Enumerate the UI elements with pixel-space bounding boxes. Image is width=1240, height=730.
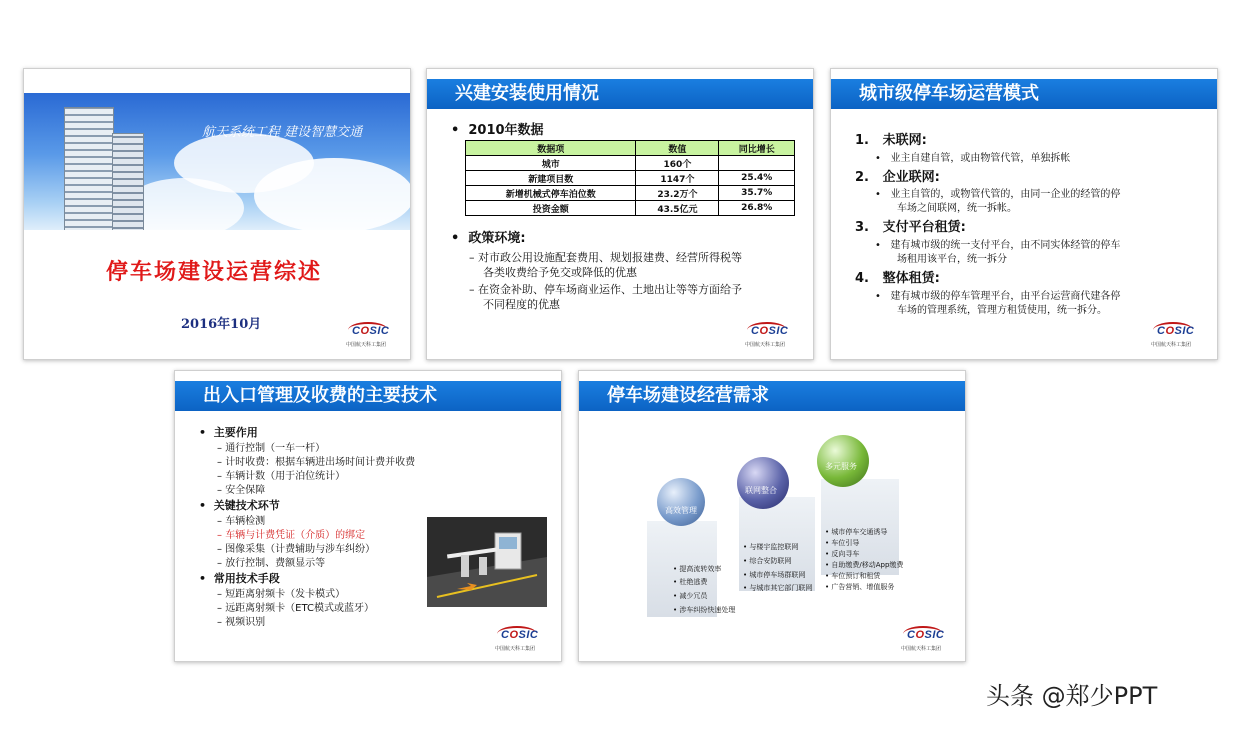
table-cell: 新建项目数 (466, 171, 636, 186)
list-item: • 反向寻车 (825, 550, 860, 558)
group-item: – 计时收费：根据车辆进出场时间计费并收费 (217, 457, 416, 468)
building-image (64, 107, 114, 230)
group-item: – 放行控制、费额显示等 (217, 558, 326, 569)
bullet-2010-data: • 2010年数据 (451, 123, 544, 138)
table-cell: 160个 (636, 156, 719, 171)
policy-sub-2: – 在资金补助、停车场商业运作、土地出让等等方面给予 (469, 283, 742, 296)
mode-item-3-desc: • 建有城市级的统一支付平台，由不同实体经管的停车 (875, 240, 1121, 251)
cloud-shape (254, 158, 410, 230)
table-header: 数据项 (466, 141, 636, 156)
mode-item-4-desc-cont: 车场的管理系统，管理方租赁使用，统一拆分。 (897, 305, 1107, 316)
slide-title: 出入口管理及收费的主要技术 (175, 381, 561, 411)
group-item: – 车辆计数（用于泊位统计） (217, 471, 346, 482)
table-cell: 35.7% (719, 186, 795, 201)
table-header: 数值 (636, 141, 719, 156)
group-item: – 图像采集（计费辅助与涉车纠纷） (217, 544, 376, 555)
list-item: • 车位引导 (825, 539, 860, 547)
policy-sub-2-cont: 不同程度的优惠 (483, 298, 560, 311)
table-cell (719, 156, 795, 171)
banner-slogan: 航天系统工程 建设智慧交通 (202, 125, 363, 140)
logo-mark: COSIC (501, 629, 539, 641)
mode-item-2: 2. 企业联网: (855, 170, 940, 185)
list-item: • 城市停车交通诱导 (825, 528, 888, 536)
group-heading: • 主要作用 (199, 426, 258, 439)
mode-item-2-desc-cont: 车场之间联网，统一拆帐。 (897, 203, 1017, 214)
list-item: • 减少冗员 (673, 592, 708, 600)
slide-5-demand (578, 370, 966, 662)
logo-subtitle: 中国航天科工集团 (745, 342, 786, 348)
logo-mark: COSIC (352, 325, 390, 337)
bullet-policy: • 政策环境: (451, 231, 526, 246)
logo-mark: COSIC (907, 629, 945, 641)
table-row (466, 186, 795, 201)
sphere-label: 联网整合 (745, 486, 777, 495)
policy-sub-1-cont: 各类收费给予免交或降低的优惠 (483, 266, 637, 279)
list-item: • 广告营销、增值服务 (825, 583, 895, 591)
logo-subtitle: 中国航天科工集团 (901, 646, 942, 652)
casic-logo (897, 623, 957, 657)
sub-text: 对市政公用设施配套费用、规划报建费、经营所得税等 (478, 251, 742, 264)
mode-item-1: 1. 未联网: (855, 133, 927, 148)
sub-text: 在资金补助、停车场商业运作、土地出让等等方面给予 (478, 283, 742, 296)
table-cell: 43.5亿元 (636, 201, 719, 216)
logo-subtitle: 中国航天科工集团 (1151, 342, 1192, 348)
table-cell: 1147个 (636, 171, 719, 186)
logo-subtitle: 中国航天科工集团 (346, 342, 387, 348)
table-cell: 新增机械式停车泊位数 (466, 186, 636, 201)
mode-item-4: 4. 整体租赁: (855, 271, 940, 286)
slide-1-cover (23, 68, 411, 360)
table-header-row (466, 141, 795, 156)
logo-mark: COSIC (1157, 325, 1195, 337)
group-item: – 视频识别 (217, 617, 266, 628)
list-item: • 城市停车场群联网 (743, 571, 806, 579)
slide-title: 城市级停车场运营模式 (831, 79, 1217, 109)
sphere-efficient-management (657, 478, 705, 526)
mode-item-3-desc-cont: 场租用该平台，统一拆分 (897, 254, 1007, 265)
table-row (466, 201, 795, 216)
slide-4-entrance-tech (174, 370, 562, 662)
slide-title: 停车场建设经营需求 (579, 381, 965, 411)
cover-title: 停车场建设运营综述 (106, 259, 323, 285)
cover-banner-image (24, 93, 410, 230)
bullet-text: 政策环境: (468, 231, 526, 246)
table-row (466, 156, 795, 171)
data-table (465, 140, 795, 216)
group-item: – 远距离射频卡（ETC模式或蓝牙） (217, 603, 375, 614)
policy-sub-1: – 对市政公用设施配套费用、规划报建费、经营所得税等 (469, 251, 742, 264)
table-cell: 投资金额 (466, 201, 636, 216)
bullet-text: 2010年数据 (468, 123, 544, 138)
list-item: • 涉车纠纷快速处理 (673, 606, 736, 614)
sphere-label: 高效管理 (665, 506, 697, 515)
watermark-text: 头条 @郑少PPT (986, 682, 1158, 710)
parking-gate-image (427, 517, 547, 607)
slide-title: 兴建安装使用情况 (427, 79, 813, 109)
table-header: 同比增长 (719, 141, 795, 156)
casic-logo (741, 319, 801, 353)
casic-logo (1147, 319, 1207, 353)
mode-item-4-desc: • 建有城市级的停车管理平台，由平台运营商代建各停 (875, 291, 1121, 302)
list-item: • 提高流转效率 (673, 565, 722, 573)
mode-item-3: 3. 支付平台租赁: (855, 220, 966, 235)
list-item: • 杜绝逃费 (673, 578, 708, 586)
sphere-label: 多元服务 (825, 462, 857, 471)
table-row (466, 171, 795, 186)
logo-mark: COSIC (751, 325, 789, 337)
casic-logo (491, 623, 551, 657)
group-item-highlighted: – 车辆与计费凭证（介质）的绑定 (217, 530, 366, 541)
building-image (112, 133, 144, 230)
list-item: • 与楼宇监控联网 (743, 543, 799, 551)
slide-2-installation (426, 68, 814, 360)
sphere-network-integration (737, 457, 789, 509)
logo-subtitle: 中国航天科工集团 (495, 646, 536, 652)
group-item: – 通行控制（一车一杆） (217, 443, 326, 454)
casic-logo (342, 319, 402, 353)
group-item: – 短距离射频卡（发卡模式） (217, 589, 346, 600)
group-item: – 车辆检测 (217, 516, 266, 527)
slide-3-operation-model (830, 68, 1218, 360)
list-item: • 自助缴费/移动App缴费 (825, 561, 904, 569)
list-item: • 车位预订和租赁 (825, 572, 881, 580)
list-item: • 与城市其它部门联网 (743, 584, 813, 592)
group-heading: • 常用技术手段 (199, 572, 280, 585)
mode-item-2-desc: • 业主自管的，或物管代管的，由同一企业的经管的停 (875, 189, 1121, 200)
table-cell: 城市 (466, 156, 636, 171)
cover-date: 2016年10月 (181, 317, 262, 332)
list-item: • 综合安防联网 (743, 557, 792, 565)
table-cell: 25.4% (719, 171, 795, 186)
mode-item-1-desc: • 业主自建自管，或由物管代管，单独拆帐 (875, 153, 1071, 164)
group-heading: • 关键技术环节 (199, 499, 280, 512)
group-item: – 安全保障 (217, 485, 266, 496)
table-cell: 26.8% (719, 201, 795, 216)
table-cell: 23.2万个 (636, 186, 719, 201)
